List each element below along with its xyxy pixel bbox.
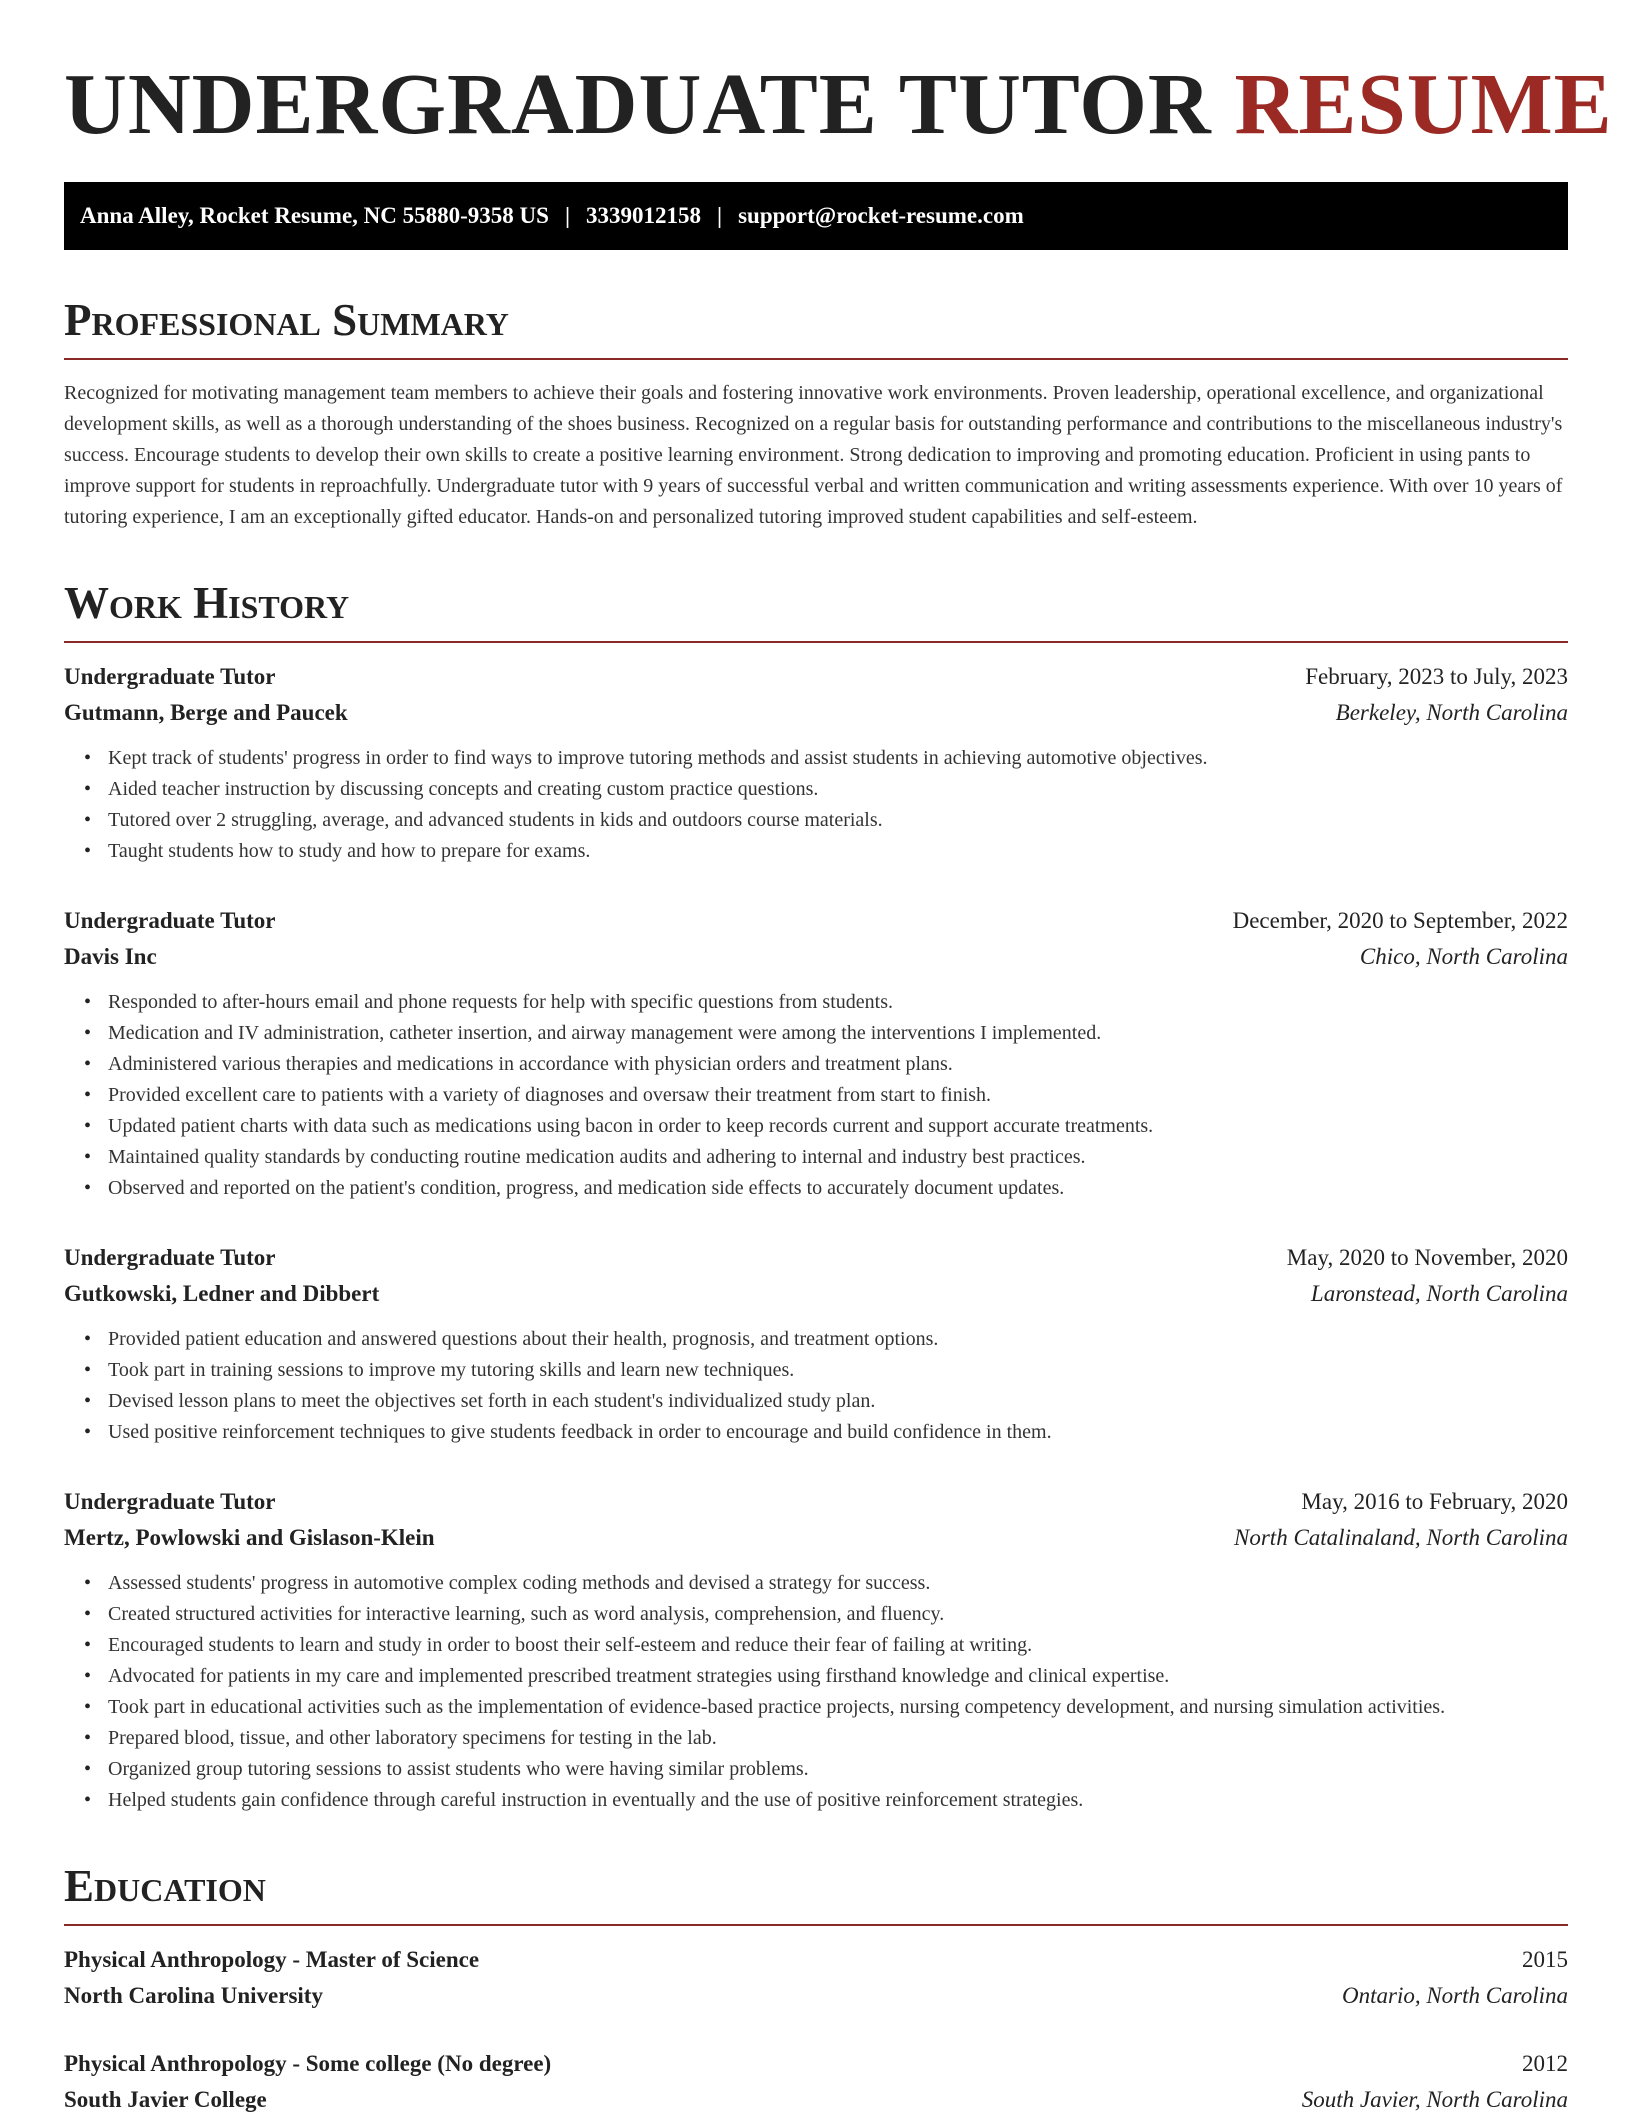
job-bullet: • Maintained quality standards by conducting routine medication audits and adhering to internal and industry best practices. [108, 1142, 1568, 1173]
job-company: Gutmann, Berge and Paucek [64, 700, 348, 725]
job-entry [64, 659, 1568, 867]
job-bullet: • Kept track of students' progress in order to find ways to improve tutoring methods and assist students in achieving automotive objectives. [108, 743, 1568, 774]
job-bullet: • Helped students gain confidence through careful instruction in eventually and the use of positive reinforcement strategies. [108, 1785, 1568, 1816]
job-entry [64, 903, 1568, 1204]
education-header [64, 2046, 1568, 2082]
job-location: Laronstead, North Carolina [1310, 1281, 1568, 1306]
section-heading: Professional Summary [64, 294, 1568, 360]
job-bullet: • Tutored over 2 struggling, average, and advanced students in kids and outdoors course materials. [108, 805, 1568, 836]
education-school: South Javier College [64, 2087, 267, 2112]
job-title: Undergraduate Tutor [64, 1489, 276, 1514]
job-location: North Catalinaland, North Carolina [1234, 1525, 1568, 1550]
contact-separator: | [717, 203, 723, 228]
job-header [64, 903, 1568, 939]
education-degree: Physical Anthropology - Some college (No degree) [64, 2051, 552, 2076]
job-subheader [64, 1276, 1568, 1312]
job-bullet: • Took part in training sessions to improve my tutoring skills and learn new techniques. [108, 1355, 1568, 1386]
job-header [64, 659, 1568, 695]
contact-phone: 3339012158 [586, 203, 702, 228]
job-title: Undergraduate Tutor [64, 1245, 276, 1270]
education-section [64, 1860, 1568, 2118]
job-bullet: • Taught students how to study and how to prepare for exams. [108, 836, 1568, 867]
job-bullet: • Medication and IV administration, catheter insertion, and airway management were among the interventions I implemented. [108, 1018, 1568, 1049]
job-title: Undergraduate Tutor [64, 908, 276, 933]
education-degree: Physical Anthropology - Master of Science [64, 1947, 480, 1972]
section-heading: Work History [64, 577, 1568, 643]
job-entry [64, 1484, 1568, 1816]
job-bullet: • Aided teacher instruction by discussing concepts and creating custom practice questions. [108, 774, 1568, 805]
section-heading: Education [64, 1860, 1568, 1926]
job-bullet: • Administered various therapies and medications in accordance with physician orders and treatment plans. [108, 1049, 1568, 1080]
job-bullet: • Provided excellent care to patients with a variety of diagnoses and oversaw their treatment from start to finish. [108, 1080, 1568, 1111]
job-bullet: • Used positive reinforcement techniques to give students feedback in order to encourage and build confidence in them. [108, 1417, 1568, 1448]
job-subheader [64, 1520, 1568, 1556]
job-dates: February, 2023 to July, 2023 [1305, 664, 1568, 689]
job-dates: May, 2020 to November, 2020 [1286, 1245, 1568, 1270]
job-company: Mertz, Powlowski and Gislason-Klein [64, 1525, 435, 1550]
education-entry [64, 1942, 1568, 2014]
education-header [64, 1942, 1568, 1978]
job-header [64, 1240, 1568, 1276]
education-location: Ontario, North Carolina [1342, 1983, 1568, 2008]
education-subheader [64, 2082, 1568, 2118]
contact-separator: | [564, 203, 571, 228]
job-title: Undergraduate Tutor [64, 664, 276, 689]
job-bullet: • Encouraged students to learn and study in order to boost their self-esteem and reduce their fear of failing at writing. [108, 1630, 1568, 1661]
job-bullet: • Organized group tutoring sessions to assist students who were having similar problems. [108, 1754, 1568, 1785]
resume-title-accent: RESUME [1234, 55, 1613, 152]
job-bullets [64, 987, 1568, 1204]
summary-text: Recognized for motivating management team members to achieve their goals and fostering innovative work environments. Proven leadership, operational excellence, and organizational development skills, as well as a thorough understanding of the shoes business. Recognized on a regular basis for outstanding performance and contributions to the miscellaneous industry's success. Encourage students to develop their own skills to create a positive learning environment. Strong dedication to improving and promoting education. Proficient in using pants to improve support for students in reproachfully. Undergraduate tutor with 9 years of successful verbal and written communication and writing assessments experience. With over 10 years of tutoring experience, I am an exceptionally gifted educator. Hands-on and personalized tutoring improved student capabilities and self-esteem. [64, 382, 1563, 528]
job-dates: December, 2020 to September, 2022 [1232, 908, 1568, 933]
job-bullet: • Observed and reported on the patient's condition, progress, and medication side effects to accurately document updates. [108, 1173, 1568, 1204]
job-bullets [64, 1568, 1568, 1816]
job-company: Davis Inc [64, 944, 157, 969]
job-bullet: • Took part in educational activities such as the implementation of evidence-based practice projects, nursing competency development, and nursing simulation activities. [108, 1692, 1568, 1723]
job-entry [64, 1240, 1568, 1448]
job-bullets [64, 743, 1568, 867]
job-dates: May, 2016 to February, 2020 [1301, 1489, 1568, 1514]
job-company: Gutkowski, Ledner and Dibbert [64, 1281, 380, 1306]
education-school: North Carolina University [64, 1983, 323, 2008]
job-bullet: • Responded to after-hours email and phone requests for help with specific questions from students. [108, 987, 1568, 1018]
job-subheader [64, 939, 1568, 975]
job-subheader [64, 695, 1568, 731]
job-location: Chico, North Carolina [1359, 944, 1568, 969]
resume-title [64, 54, 1613, 154]
contact-address: Anna Alley, Rocket Resume, NC 55880-9358 US [80, 203, 549, 228]
job-bullet: • Assessed students' progress in automotive complex coding methods and devised a strategy for success. [108, 1568, 1568, 1599]
education-entry [64, 2046, 1568, 2118]
job-location: Berkeley, North Carolina [1335, 700, 1568, 725]
job-header [64, 1484, 1568, 1520]
work-history-section [64, 577, 1568, 1816]
job-bullet: • Prepared blood, tissue, and other laboratory specimens for testing in the lab. [108, 1723, 1568, 1754]
job-bullet: • Devised lesson plans to meet the objectives set forth in each student's individualized study plan. [108, 1386, 1568, 1417]
professional-summary-section [64, 294, 1568, 533]
education-subheader [64, 1978, 1568, 2014]
contact-bar [64, 182, 1568, 250]
contact-email: support@rocket-resume.com [738, 203, 1024, 228]
education-location: South Javier, North Carolina [1301, 2087, 1568, 2112]
resume-title-main: UNDERGRADUATE TUTOR [64, 55, 1212, 152]
job-bullet: • Created structured activities for interactive learning, such as word analysis, comprehension, and fluency. [108, 1599, 1568, 1630]
job-bullet: • Advocated for patients in my care and implemented prescribed treatment strategies using firsthand knowledge and clinical expertise. [108, 1661, 1568, 1692]
job-bullet: • Provided patient education and answered questions about their health, prognosis, and treatment options. [108, 1324, 1568, 1355]
education-year: 2015 [1522, 1947, 1568, 1972]
education-year: 2012 [1522, 2051, 1568, 2076]
job-bullet: • Updated patient charts with data such as medications using bacon in order to keep records current and support accurate treatments. [108, 1111, 1568, 1142]
job-bullets [64, 1324, 1568, 1448]
